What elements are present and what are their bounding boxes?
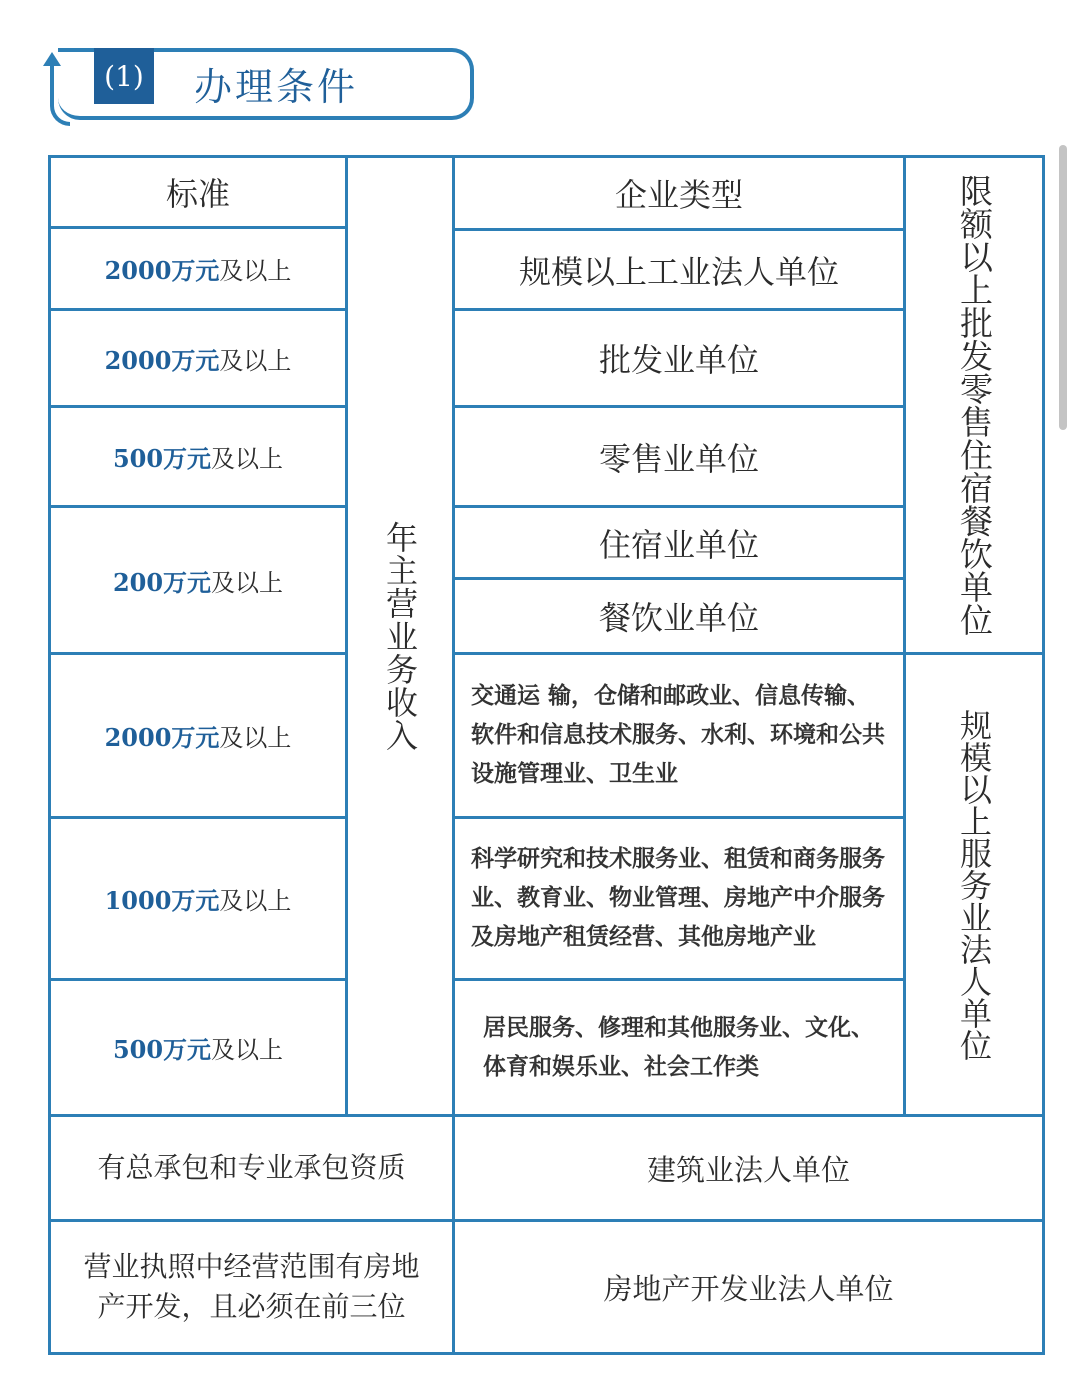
standard-suffix: 及以上: [219, 887, 292, 915]
standard-amount: 2000万元: [104, 723, 220, 752]
standard-suffix: 及以上: [211, 1036, 284, 1064]
type-construction: 建筑业法人单位: [452, 1114, 1045, 1222]
type-row-3: 零售业单位: [452, 405, 906, 508]
group-wholesale-retail: 限额以上批发零售住宿餐饮单位: [903, 155, 1045, 655]
standard-amount: 200万元: [112, 567, 212, 597]
vertical-scrollbar[interactable]: [1059, 145, 1067, 430]
type-row-5: 交通运 输，仓储和邮政业、信息传输、软件和信息技术服务、水利、环境和公共设施管理业、卫生业: [452, 652, 906, 819]
standard-amount: 500万元: [112, 444, 212, 473]
standard-amount: 2000万元: [104, 345, 220, 375]
section-number: (1): [94, 48, 154, 104]
group-services: 规模以上服务业法人单位: [903, 652, 1045, 1117]
header-enterprise-type: 企业类型: [452, 155, 906, 231]
standard-amount: 500万元: [112, 1035, 212, 1064]
standard-suffix: 及以上: [211, 568, 284, 597]
standard-suffix: 及以上: [219, 257, 292, 285]
type-row-6: 科学研究和技术服务业、租赁和商务服务业、教育业、物业管理、房地产中介服务及房地产租赁经营、其他房地产业: [452, 816, 906, 981]
type-row-2: 批发业单位: [452, 308, 906, 408]
section-title: 办理条件: [194, 65, 359, 109]
type-row-1: 规模以上工业法人单位: [452, 228, 906, 311]
standard-row-6: [48, 816, 348, 981]
type-row-4a: 住宿业单位: [452, 505, 906, 580]
standard-amount: 1000万元: [104, 886, 220, 915]
standard-row-3: [48, 405, 348, 508]
standard-suffix: 及以上: [219, 346, 292, 375]
type-real-estate: 房地产开发业法人单位: [452, 1219, 1045, 1355]
standard-real-estate: 营业执照中经营范围有房地产开发，且必须在前三位: [48, 1219, 455, 1355]
header-standard: 标准: [48, 155, 348, 229]
standard-row-5: [48, 652, 348, 819]
standard-row-2: [48, 308, 348, 408]
type-row-7: 居民服务、修理和其他服务业、文化、体育和娱乐业、社会工作类: [452, 978, 906, 1117]
standard-row-4: [48, 505, 348, 655]
standard-amount: 2000万元: [104, 256, 220, 285]
standard-row-7: [48, 978, 348, 1117]
standard-construction: 有总承包和专业承包资质: [48, 1114, 455, 1222]
type-row-4b: 餐饮业单位: [452, 577, 906, 655]
annual-revenue-label: 年主营业务收入: [345, 155, 455, 1117]
standard-suffix: 及以上: [211, 445, 284, 473]
standard-row-1: [48, 226, 348, 311]
standard-suffix: 及以上: [219, 724, 292, 752]
